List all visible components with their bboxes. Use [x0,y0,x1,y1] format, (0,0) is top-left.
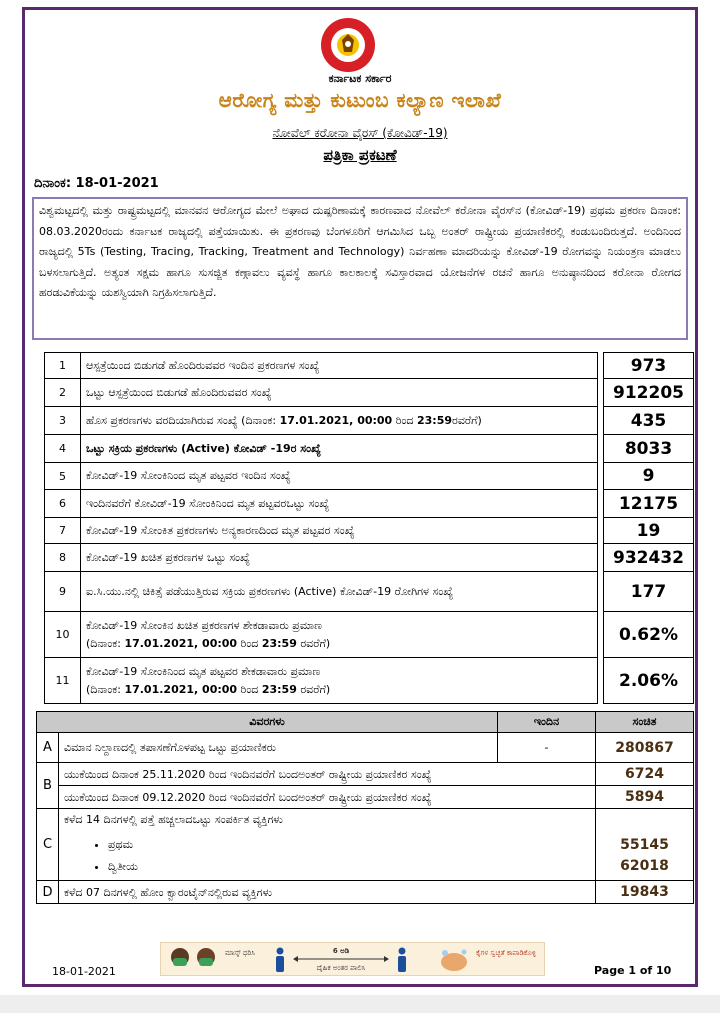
row-number: 3 [45,407,81,435]
row-cumulative: 19843 [596,881,694,904]
row-description [59,809,596,881]
page-current: 1 [628,964,637,977]
header-details: ವಿವರಗಳು [37,712,498,733]
row-description-text: ರವರೆಗೆ) [296,682,331,696]
row-description: ಯುಕೆಯಿಂದ ದಿನಾಂಕ 25.11.2020 ರಿಂದ ಇಂದಿನವರೆಗೆ ಬಂದಅಂತರ್ ರಾಷ್ಟ್ರೀಯ ಪ್ರಯಾಣಿಕರ ಸಂಖ್ಯೆ [59,763,596,786]
row-description-text: ರಿಂದ [392,413,417,427]
page-mid: of [636,964,657,977]
row-description: ವಿಮಾನ ನಿಲ್ದಾಣದಲ್ಲಿ ತಪಾಸಣೆಗೊಳಪಟ್ಟ ಒಟ್ಟು ಪ್ರಯಾಣಿಕರು [59,733,498,763]
government-name: ಕರ್ನಾಟಕ ಸರ್ಕಾರ [328,72,392,85]
person-left-icon [273,947,287,973]
table-row [45,379,694,407]
row-description-text: ಕೋವಿಡ್-19 ಸೋಂಕಿನಿಂದ ಮೃತ ಪಟ್ಟವರ ಶೇಕಡಾವಾರು ಪ್ರಮಾಣ [86,664,321,678]
distance-value: 6 ಅಡಿ [332,947,350,955]
distance-arrow-icon [293,956,389,962]
list-item-primary: • ಪ್ರಥಮ [108,834,590,856]
footer-date: 18-01-2021 [52,965,116,978]
table-header-row [37,712,694,733]
row-number: 9 [45,572,81,612]
row-today: - [498,733,596,763]
intro-paragraph: ವಿಶ್ವಮಟ್ಟದಲ್ಲಿ ಮತ್ತು ರಾಷ್ಟ್ರಮಟ್ಟದಲ್ಲಿ ಮಾನವನ ಆರೋಗ್ಯದ ಮೇಲೆ ಅಘಾದ ದುಷ್ಪರಿಣಾಮಕ್ಕೆ ಕಾರಣವಾದ ನೋವೆಲ್ ಕರೋನಾ ವೈರಸ್‌ನ (ಕೋವಿಡ್-19) ಪ್ರಥಮ ಪ್ರಕರಣ ದಿನಾಂಕ: 08.03.2020ರಂದು ಕರ್ನಾಟಕ ರಾಜ್ಯದಲ್ಲಿ ಪತ್ತೆಯಾಯಿತು. ಈ ಪ್ರಕರಣವು ಬೆಂಗಳೂರಿಗೆ ಆಗಮಿಸಿದ ಒಬ್ಬ ಅಂತರ್ ರಾಷ್ಟ್ರೀಯ ಪ್ರಯಾಣಿಕರಲ್ಲಿ ಕಂಡುಬಂದಿರುತ್ತದೆ. ಅಂದಿನಿಂದ ರಾಜ್ಯದಲ್ಲಿ 5Ts (Testing, Tracing, Tracking, Treatment and Technology) ನಿರ್ವಹಣಾ ಮಾದರಿಯನ್ನು ಕೋವಿಡ್-19 ರೋಗವನ್ನು ನಿಯಂತ್ರಣ ಮಾಡಲು ಬಳಸಲಾಗುತ್ತಿದೆ. ಅತ್ಯಂತ ಸಕ್ಷಮ ಹಾಗೂ ಸುಸಜ್ಜಿತ ಕಣ್ಗಾವಲು ವ್ಯವಸ್ಥೆ ಹಾಗೂ ಕಾಲಕಾಲಕ್ಕೆ ಸವಿಸ್ತಾರವಾದ ಯೋಜನೆಗಳ ರಚನೆ ಹಾಗೂ ಅನುಷ್ಠಾನದಿಂದ ಕರೋನಾ ರೋಗದ ಹರಡುವಿಕೆಯನ್ನು ಯಶಸ್ವಿಯಾಗಿ ನಿಗ್ರಹಿಸಲಾಗುತ್ತಿದೆ. [32,197,688,340]
row-number: 2 [45,379,81,407]
table-row [45,572,694,612]
covid-stats-table [44,352,694,704]
row-label: D [37,881,59,904]
row-value: 0.62% [604,612,694,658]
row-date-range [86,681,592,699]
row-number: 4 [45,435,81,463]
row-description-text: ರವರೆಗೆ) [296,636,331,650]
page-total: 10 [656,964,672,977]
row-description-text: (ದಿನಾಂಕ: [86,682,125,696]
row-number: 10 [45,612,81,658]
page-number [594,964,671,977]
row-description: ಒಟ್ಟು ಸಕ್ರಿಯ ಪ್ರಕರಣಗಳು (Active) ಕೋವಿಡ್ -19ರ ಸಂಖ್ಯೆ [81,435,598,463]
row-value: 973 [604,353,694,379]
safety-banner [160,942,545,976]
subject-line: ನೋವೆಲ್ ಕರೋನಾ ವೈರಸ್ (ಕೋವಿಡ್-19) [272,126,448,140]
row-description: ಕೋವಿಡ್-19 ಸೋಂಕಿತ ಪ್ರಕರಣಗಳು ಅನ್ಯಕಾರಣದಿಂದ ಮೃತ ಪಟ್ಟವರ ಸಂಖ್ಯೆ [81,518,598,544]
row-value: 8033 [604,435,694,463]
department-title: ಆರೋಗ್ಯ ಮತ್ತು ಕುಟುಂಬ ಕಲ್ಯಾಣ ಇಲಾಖೆ [218,88,502,112]
row-value: 12175 [604,490,694,518]
row-value: 2.06% [604,658,694,704]
table-row [45,435,694,463]
mask-text: ಮಾಸ್ಕ್ ಧರಿಸಿ [225,949,255,957]
row-description: ಕಳೆದ 07 ದಿನಗಳಲ್ಲಿ ಹೋಂ ಕ್ವಾರಂಟೈನ್‌ನಲ್ಲಿರುವ ವ್ಯಕ್ತಿಗಳು [59,881,596,904]
row-description: ಆಸ್ಪತ್ರೆಯಿಂದ ಬಿಡುಗಡೆ ಹೊಂದಿರುವವರ ಇಂದಿನ ಪ್ರಕರಣಗಳ ಸಂಖ್ಯೆ [81,353,598,379]
row-description-text: ರವರೆಗೆ) [452,413,482,427]
row-number: 6 [45,490,81,518]
hand-wash-icon [437,947,471,973]
row-cumulative: 5894 [596,786,694,809]
table-row [45,658,694,704]
header-today: ಇಂದಿನ [498,712,596,733]
row-number: 8 [45,544,81,572]
table-row [37,733,694,763]
row-description [81,658,598,704]
table-row [45,353,694,379]
row-description-text: (ದಿನಾಂಕ: [86,636,125,650]
row-description: ಐ.ಸಿ.ಯು.ನಲ್ಲಿ ಚಿಕಿತ್ಸೆ ಪಡೆಯುತ್ತಿರುವ ಸಕ್ರಿಯ ಪ್ರಕರಣಗಳು (Active) ಕೋವಿಡ್-19 ರೋಗಿಗಳ ಸಂಖ್ಯೆ [81,572,598,612]
list-item-secondary: • ದ್ವಿತೀಯ [108,856,590,878]
contacts-list [64,834,590,878]
person-right-icon [395,947,409,973]
row-label: B [37,763,59,809]
row-number: 5 [45,463,81,490]
secondary-contacts-value: 62018 [620,858,669,874]
primary-contacts-value: 55145 [620,837,669,853]
table-row [37,809,694,881]
press-release-title: ಪತ್ರಿಕಾ ಪ್ರಕಟಣೆ [323,146,397,164]
row-value: 177 [604,572,694,612]
table-row [45,490,694,518]
date-to: 23:59 [261,682,297,696]
row-description-text: ರಿಂದ [237,636,262,650]
table-row [37,763,694,786]
contacts-description: ಕಳೆದ 14 ದಿನಗಳಲ್ಲಿ ಪತ್ತೆ ಹಚ್ಚಲಾದಒಟ್ಟು ಸಂಪರ್ಕಿತ ವ್ಯಕ್ತಿಗಳು [64,813,283,826]
row-description-text: ರಿಂದ [237,682,262,696]
row-cumulative [596,809,694,881]
row-cumulative: 280867 [596,733,694,763]
row-value: 19 [604,518,694,544]
masked-faces-icon [167,946,221,974]
date-from: 17.01.2021, 00:00 [279,413,393,427]
row-description [81,407,598,435]
row-value: 435 [604,407,694,435]
table-row [45,463,694,490]
row-label: A [37,733,59,763]
date-from: 17.01.2021, 00:00 [124,682,238,696]
row-description-text: ಕೋವಿಡ್-19 ಸೋಂಕಿನ ಖಚಿತ ಪ್ರಕರಣಗಳ ಶೇಕಡಾವಾರು ಪ್ರಮಾಣ [86,618,322,632]
row-description: ಕೋವಿಡ್-19 ಸೋಂಕಿನಿಂದ ಮೃತ ಪಟ್ಟವರ ಇಂದಿನ ಸಂಖ್ಯೆ [81,463,598,490]
row-description [81,612,598,658]
bottom-strip [0,995,720,1013]
travel-contacts-table [36,711,694,904]
row-number: 1 [45,353,81,379]
table-row [45,518,694,544]
row-value: 912205 [604,379,694,407]
table-row [45,612,694,658]
row-value: 9 [604,463,694,490]
page-prefix: Page [594,964,629,977]
row-description: ಯುಕೆಯಿಂದ ದಿನಾಂಕ 09.12.2020 ರಿಂದ ಇಂದಿನವರೆಗೆ ಬಂದಅಂತರ್ ರಾಷ್ಟ್ರೀಯ ಪ್ರಯಾಣಿಕರ ಸಂಖ್ಯೆ [59,786,596,809]
hand-hygiene-text: ಕೈಗಳ ಸ್ವಚ್ಛತೆ ಕಾಪಾಡಿಕೊಳ್ಳಿ [475,949,537,957]
row-label: C [37,809,59,881]
row-description: ಒಟ್ಟು ಆಸ್ಪತ್ರೆಯಿಂದ ಬಿಡುಗಡೆ ಹೊಂದಿರುವವರ ಸಂಖ್ಯೆ [81,379,598,407]
distance-text: ದೈಹಿಕ ಅಂತರ ಪಾಲಿಸಿ [316,964,366,972]
row-description: ಇಂದಿನವರೆಗೆ ಕೋವಿಡ್-19 ಸೋಂಕಿನಿಂದ ಮೃತ ಪಟ್ಟವರಒಟ್ಟು ಸಂಖ್ಯೆ [81,490,598,518]
release-date: ದಿನಾಂಕ: 18-01-2021 [34,176,159,191]
date-to: 23:59 [261,636,297,650]
karnataka-emblem-icon [312,16,384,74]
table-row [37,881,694,904]
table-row [37,786,694,809]
table-row [45,544,694,572]
date-to: 23:59 [417,413,453,427]
row-number: 11 [45,658,81,704]
row-value: 932432 [604,544,694,572]
row-date-range [86,635,592,653]
row-number: 7 [45,518,81,544]
row-description-text: ಹೊಸ ಪ್ರಕರಣಗಳು ವರದಿಯಾಗಿರುವ ಸಂಖ್ಯೆ (ದಿನಾಂಕ: [86,413,280,427]
table-row [45,407,694,435]
row-cumulative: 6724 [596,763,694,786]
row-description: ಕೋವಿಡ್-19 ಖಚಿತ ಪ್ರಕರಣಗಳ ಒಟ್ಟು ಸಂಖ್ಯೆ [81,544,598,572]
header-cumulative: ಸಂಚಿತ [596,712,694,733]
date-from: 17.01.2021, 00:00 [124,636,238,650]
